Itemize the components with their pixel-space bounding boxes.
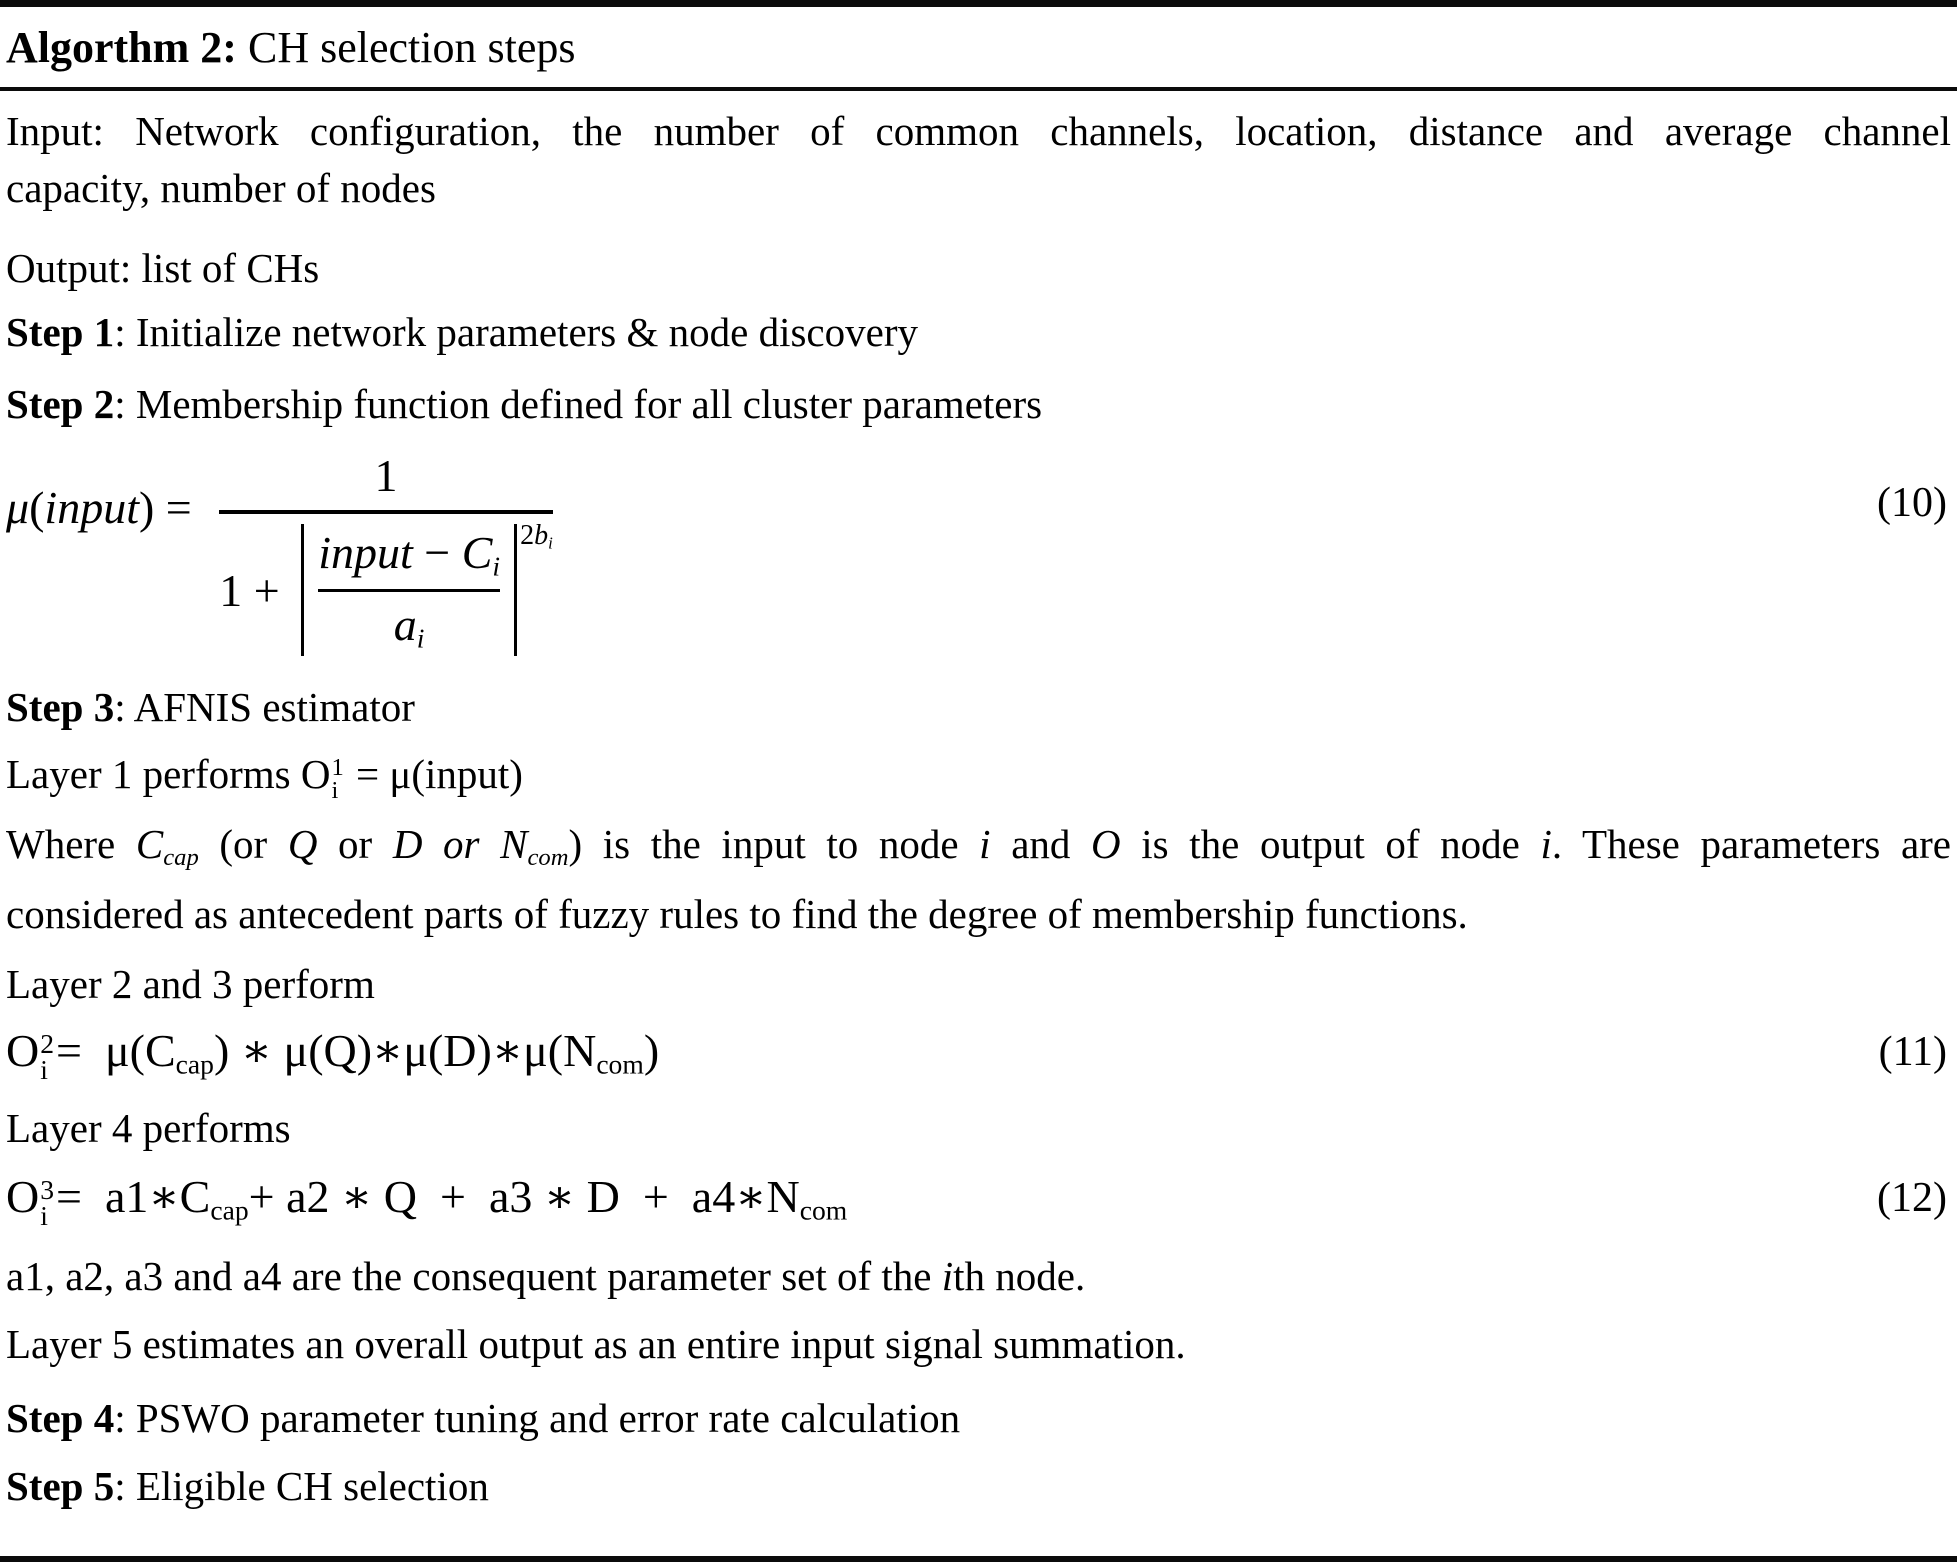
eq10-exponent bbox=[520, 520, 553, 554]
eq10-fraction bbox=[219, 449, 553, 656]
eq11-t3: ) bbox=[643, 1025, 660, 1077]
eq10-exp-coeff: 2 bbox=[520, 520, 535, 551]
step-3-label: Step 3 bbox=[6, 684, 115, 731]
equation-12 bbox=[0, 1169, 1957, 1231]
eq10-inner-denominator bbox=[394, 592, 425, 655]
eq11-sub: i bbox=[40, 1053, 48, 1085]
eq12-body bbox=[6, 1169, 848, 1231]
layer-1-sub: i bbox=[331, 777, 339, 805]
step-2-text: : Membership function defined for all cluster parameters bbox=[114, 381, 1043, 427]
eq12-t2: + a2 ∗ Q + a3 ∗ D + a4∗N bbox=[248, 1171, 800, 1223]
eq10-inner-a: a bbox=[393, 598, 417, 650]
eq10-lhs bbox=[6, 481, 203, 534]
eq11-sup: 2 bbox=[40, 1028, 55, 1060]
eq12-t1: a1∗C bbox=[81, 1171, 211, 1223]
title-label: Algorthm 2: bbox=[6, 23, 237, 72]
where-paragraph bbox=[0, 816, 1957, 943]
eq11-number: (11) bbox=[1878, 1029, 1947, 1076]
layer-5-line: Layer 5 estimates an overall output as an entire input signal summation. bbox=[6, 1320, 1186, 1367]
eq10-inner-C-sub: i bbox=[492, 550, 501, 582]
where-or: or bbox=[422, 821, 501, 868]
step-3-line bbox=[0, 680, 1957, 734]
header-rule bbox=[0, 87, 1957, 91]
where-C-sub: cap bbox=[163, 844, 199, 872]
eq12-equals: = bbox=[56, 1171, 82, 1223]
top-rule bbox=[0, 0, 1957, 7]
step-3-text: : AFNIS estimator bbox=[114, 684, 415, 731]
eq10-arg: input bbox=[44, 482, 139, 533]
where-line-2: considered as antecedent parts of fuzzy rules to find the degree of membership functions. bbox=[6, 891, 1468, 938]
layer-1-sup: 1 bbox=[331, 754, 344, 782]
eq11-com-sub: com bbox=[596, 1049, 644, 1081]
step-5-label: Step 5 bbox=[6, 1462, 115, 1509]
step-2-label: Step 2 bbox=[6, 381, 115, 427]
where-N: N bbox=[500, 821, 528, 868]
where-t1: Where bbox=[6, 821, 136, 868]
equation-11 bbox=[0, 1023, 1957, 1085]
output-line: Output: list of CHs bbox=[6, 245, 320, 291]
eq10-lparen: ( bbox=[29, 482, 45, 533]
input-paragraph bbox=[0, 103, 1957, 217]
bottom-rule bbox=[0, 1556, 1957, 1562]
eq10-exp-sub: i bbox=[548, 533, 553, 553]
eq10-inner-C: C bbox=[461, 527, 493, 578]
where-Q: Q bbox=[287, 821, 318, 868]
where-N-sub: com bbox=[527, 844, 569, 872]
where-t5: and bbox=[990, 821, 1092, 868]
layer-23-line: Layer 2 and 3 perform bbox=[6, 961, 375, 1008]
consequent-i: i bbox=[941, 1252, 954, 1299]
where-D: D bbox=[392, 821, 423, 868]
where-i1: i bbox=[979, 821, 991, 868]
eq10-exp-b: b bbox=[534, 520, 549, 551]
eq11-O: O bbox=[6, 1025, 40, 1077]
step-4-text: : PSWO parameter tuning and error rate calculation bbox=[114, 1394, 961, 1441]
equation-10 bbox=[0, 449, 1957, 656]
eq10-mu: μ bbox=[6, 482, 30, 533]
algorithm-title bbox=[0, 21, 1957, 75]
consequent-t2: th node. bbox=[953, 1252, 1086, 1299]
eq10-den-prefix: 1 + bbox=[219, 564, 292, 616]
consequent-t1: a1, a2, a3 and a4 are the consequent parameter set of the bbox=[6, 1252, 942, 1299]
eq10-inner-input: input bbox=[318, 527, 413, 578]
eq12-com-sub: com bbox=[799, 1194, 848, 1226]
eq10-inner-a-sub: i bbox=[416, 622, 425, 654]
where-i2: i bbox=[1540, 821, 1552, 868]
eq12-cap-sub: cap bbox=[210, 1194, 249, 1226]
where-t4: ) is the input to node bbox=[568, 821, 980, 868]
step-4-line bbox=[0, 1391, 1957, 1445]
eq10-inner-numerator bbox=[318, 526, 500, 589]
title-text: CH selection steps bbox=[236, 23, 576, 72]
eq10-number: (10) bbox=[1877, 480, 1947, 526]
input-line-2: capacity, number of nodes bbox=[6, 165, 436, 211]
step-4-label: Step 4 bbox=[6, 1394, 115, 1441]
layer-1-text: Layer 1 performs O bbox=[6, 751, 331, 798]
input-line-1: Input: Network configuration, the number of common channels, location, distance and average channel bbox=[6, 108, 1951, 154]
eq11-t2: ) ∗ μ(Q)∗μ(D)∗μ(N bbox=[213, 1025, 597, 1077]
eq10-equals: ) = bbox=[138, 482, 204, 533]
where-t3: or bbox=[317, 821, 393, 868]
step-1-line bbox=[0, 305, 1957, 359]
step-5-line bbox=[0, 1459, 1957, 1513]
eq10-denominator bbox=[219, 514, 553, 656]
step-1-label: Step 1 bbox=[6, 309, 115, 355]
where-C: C bbox=[135, 821, 164, 868]
eq11-t1: μ(C bbox=[81, 1025, 176, 1077]
eq12-number: (12) bbox=[1877, 1175, 1947, 1222]
step-1-text: : Initialize network parameters & node discovery bbox=[114, 309, 918, 355]
where-t2: (or bbox=[198, 821, 288, 868]
eq11-supsub bbox=[40, 1028, 55, 1085]
eq10-numerator: 1 bbox=[374, 450, 398, 501]
layer-1-rhs: = μ(input) bbox=[345, 751, 523, 798]
layer-4-line: Layer 4 performs bbox=[6, 1105, 291, 1152]
eq10-abs-group bbox=[301, 524, 517, 656]
eq12-sup: 3 bbox=[40, 1174, 55, 1206]
step-2-line bbox=[0, 377, 1957, 431]
eq11-cap-sub: cap bbox=[175, 1049, 214, 1081]
eq10-inner-fraction bbox=[318, 526, 500, 654]
step-5-text: : Eligible CH selection bbox=[114, 1462, 489, 1509]
consequent-line bbox=[0, 1249, 1957, 1303]
where-t6: is the output of node bbox=[1120, 821, 1541, 868]
layer-1-line bbox=[0, 742, 1957, 806]
layer-1-supsub bbox=[331, 754, 344, 805]
eq12-sub: i bbox=[40, 1199, 48, 1231]
eq11-body bbox=[6, 1023, 660, 1085]
eq10-inner-minus: − bbox=[412, 527, 462, 578]
where-line-1 bbox=[6, 816, 1951, 886]
where-t7: . These parameters are bbox=[1551, 821, 1951, 868]
eq12-supsub bbox=[40, 1174, 55, 1231]
eq12-O: O bbox=[6, 1171, 40, 1223]
where-O: O bbox=[1091, 821, 1121, 868]
eq11-equals: = bbox=[56, 1025, 82, 1077]
